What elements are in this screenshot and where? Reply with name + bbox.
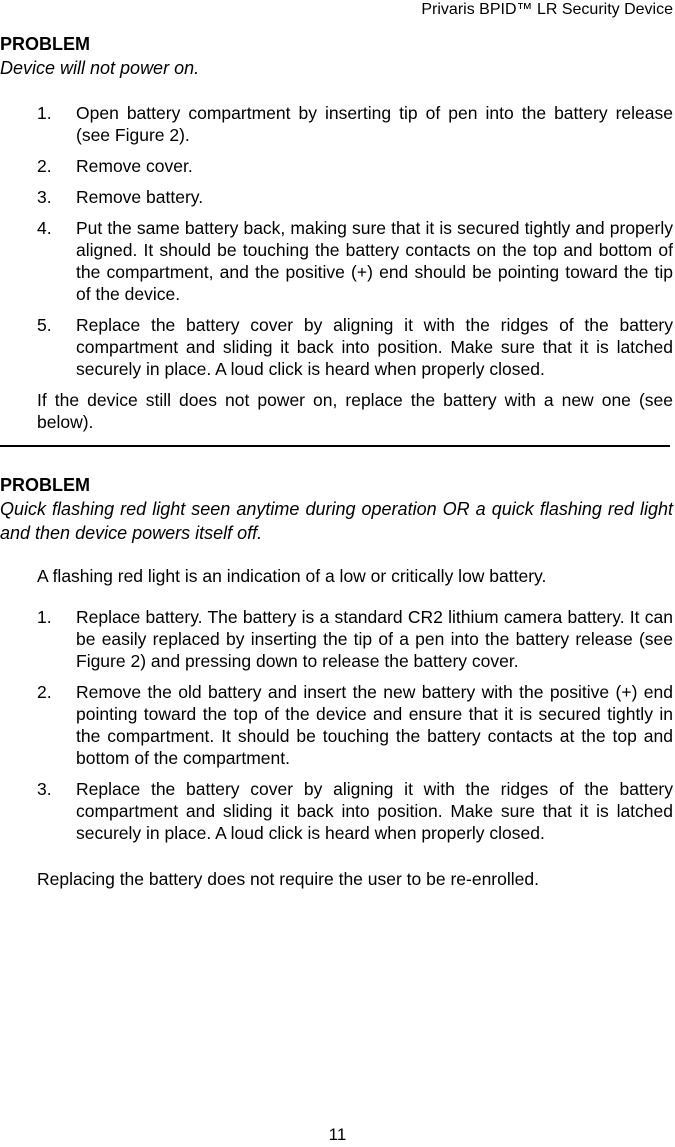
step-number: 2. bbox=[37, 682, 52, 702]
step-text: Replace battery. The battery is a standard CR2 lithium camera battery. It can be easily replaced by inserting the tip of a pen into the battery release (see Figure 2) and pressing down to release the battery cover. bbox=[76, 607, 673, 671]
list-item bbox=[0, 186, 673, 208]
page-number: 11 bbox=[328, 1125, 347, 1144]
step-number: 3. bbox=[37, 187, 52, 207]
section2-steps bbox=[0, 606, 673, 844]
step-text: Open battery compartment by inserting tip of pen into the battery release (see Figure 2). bbox=[76, 103, 673, 145]
section1-subtitle: Device will not power on. bbox=[0, 58, 200, 78]
list-item bbox=[0, 102, 673, 146]
section2-closing: Replacing the battery does not require the user to be re-enrolled. bbox=[37, 869, 539, 889]
step-number: 5. bbox=[37, 315, 52, 335]
step-text: Replace the battery cover by aligning it with the ridges of the battery compartment and sliding it back into position. Make sure that it is latched securely in place. A loud click is heard when properly closed. bbox=[76, 779, 673, 843]
step-text: Put the same battery back, making sure that it is secured tightly and properly aligned. It should be touching the battery contacts on the top and bottom of the compartment, and the positive (+) end should be pointing toward the tip of the device. bbox=[76, 218, 673, 304]
list-item bbox=[0, 606, 673, 672]
section-divider bbox=[0, 445, 670, 447]
section1-note: If the device still does not power on, replace the battery with a new one (see below). bbox=[37, 390, 673, 432]
section1-heading: PROBLEM bbox=[0, 34, 90, 54]
list-item bbox=[0, 314, 673, 380]
running-header: Privaris BPID™ LR Security Device bbox=[421, 1, 673, 18]
section2-heading: PROBLEM bbox=[0, 475, 90, 495]
step-number: 4. bbox=[37, 218, 52, 238]
step-text: Remove the old battery and insert the new battery with the positive (+) end pointing toward the top of the device and ensure that it is secured tightly in the compartment. It should be touching the battery contacts at the top and bottom of the compartment. bbox=[76, 682, 673, 768]
page-content bbox=[0, 32, 673, 890]
step-number: 3. bbox=[37, 779, 52, 799]
section1-steps bbox=[0, 102, 673, 380]
step-number: 1. bbox=[37, 607, 52, 627]
step-text: Replace the battery cover by aligning it with the ridges of the battery compartment and sliding it back into position. Make sure that it is latched securely in place. A loud click is heard when properly closed. bbox=[76, 315, 673, 379]
list-item bbox=[0, 155, 673, 177]
step-text: Remove battery. bbox=[76, 187, 204, 207]
section2-intro: A flashing red light is an indication of a low or critically low battery. bbox=[37, 566, 547, 586]
step-text: Remove cover. bbox=[76, 156, 193, 176]
section2-subtitle: Quick flashing red light seen anytime during operation OR a quick flashing red light and then device powers itself off. bbox=[0, 499, 673, 543]
step-number: 2. bbox=[37, 156, 52, 176]
list-item bbox=[0, 217, 673, 305]
list-item bbox=[0, 681, 673, 769]
list-item bbox=[0, 778, 673, 844]
step-number: 1. bbox=[37, 103, 52, 123]
